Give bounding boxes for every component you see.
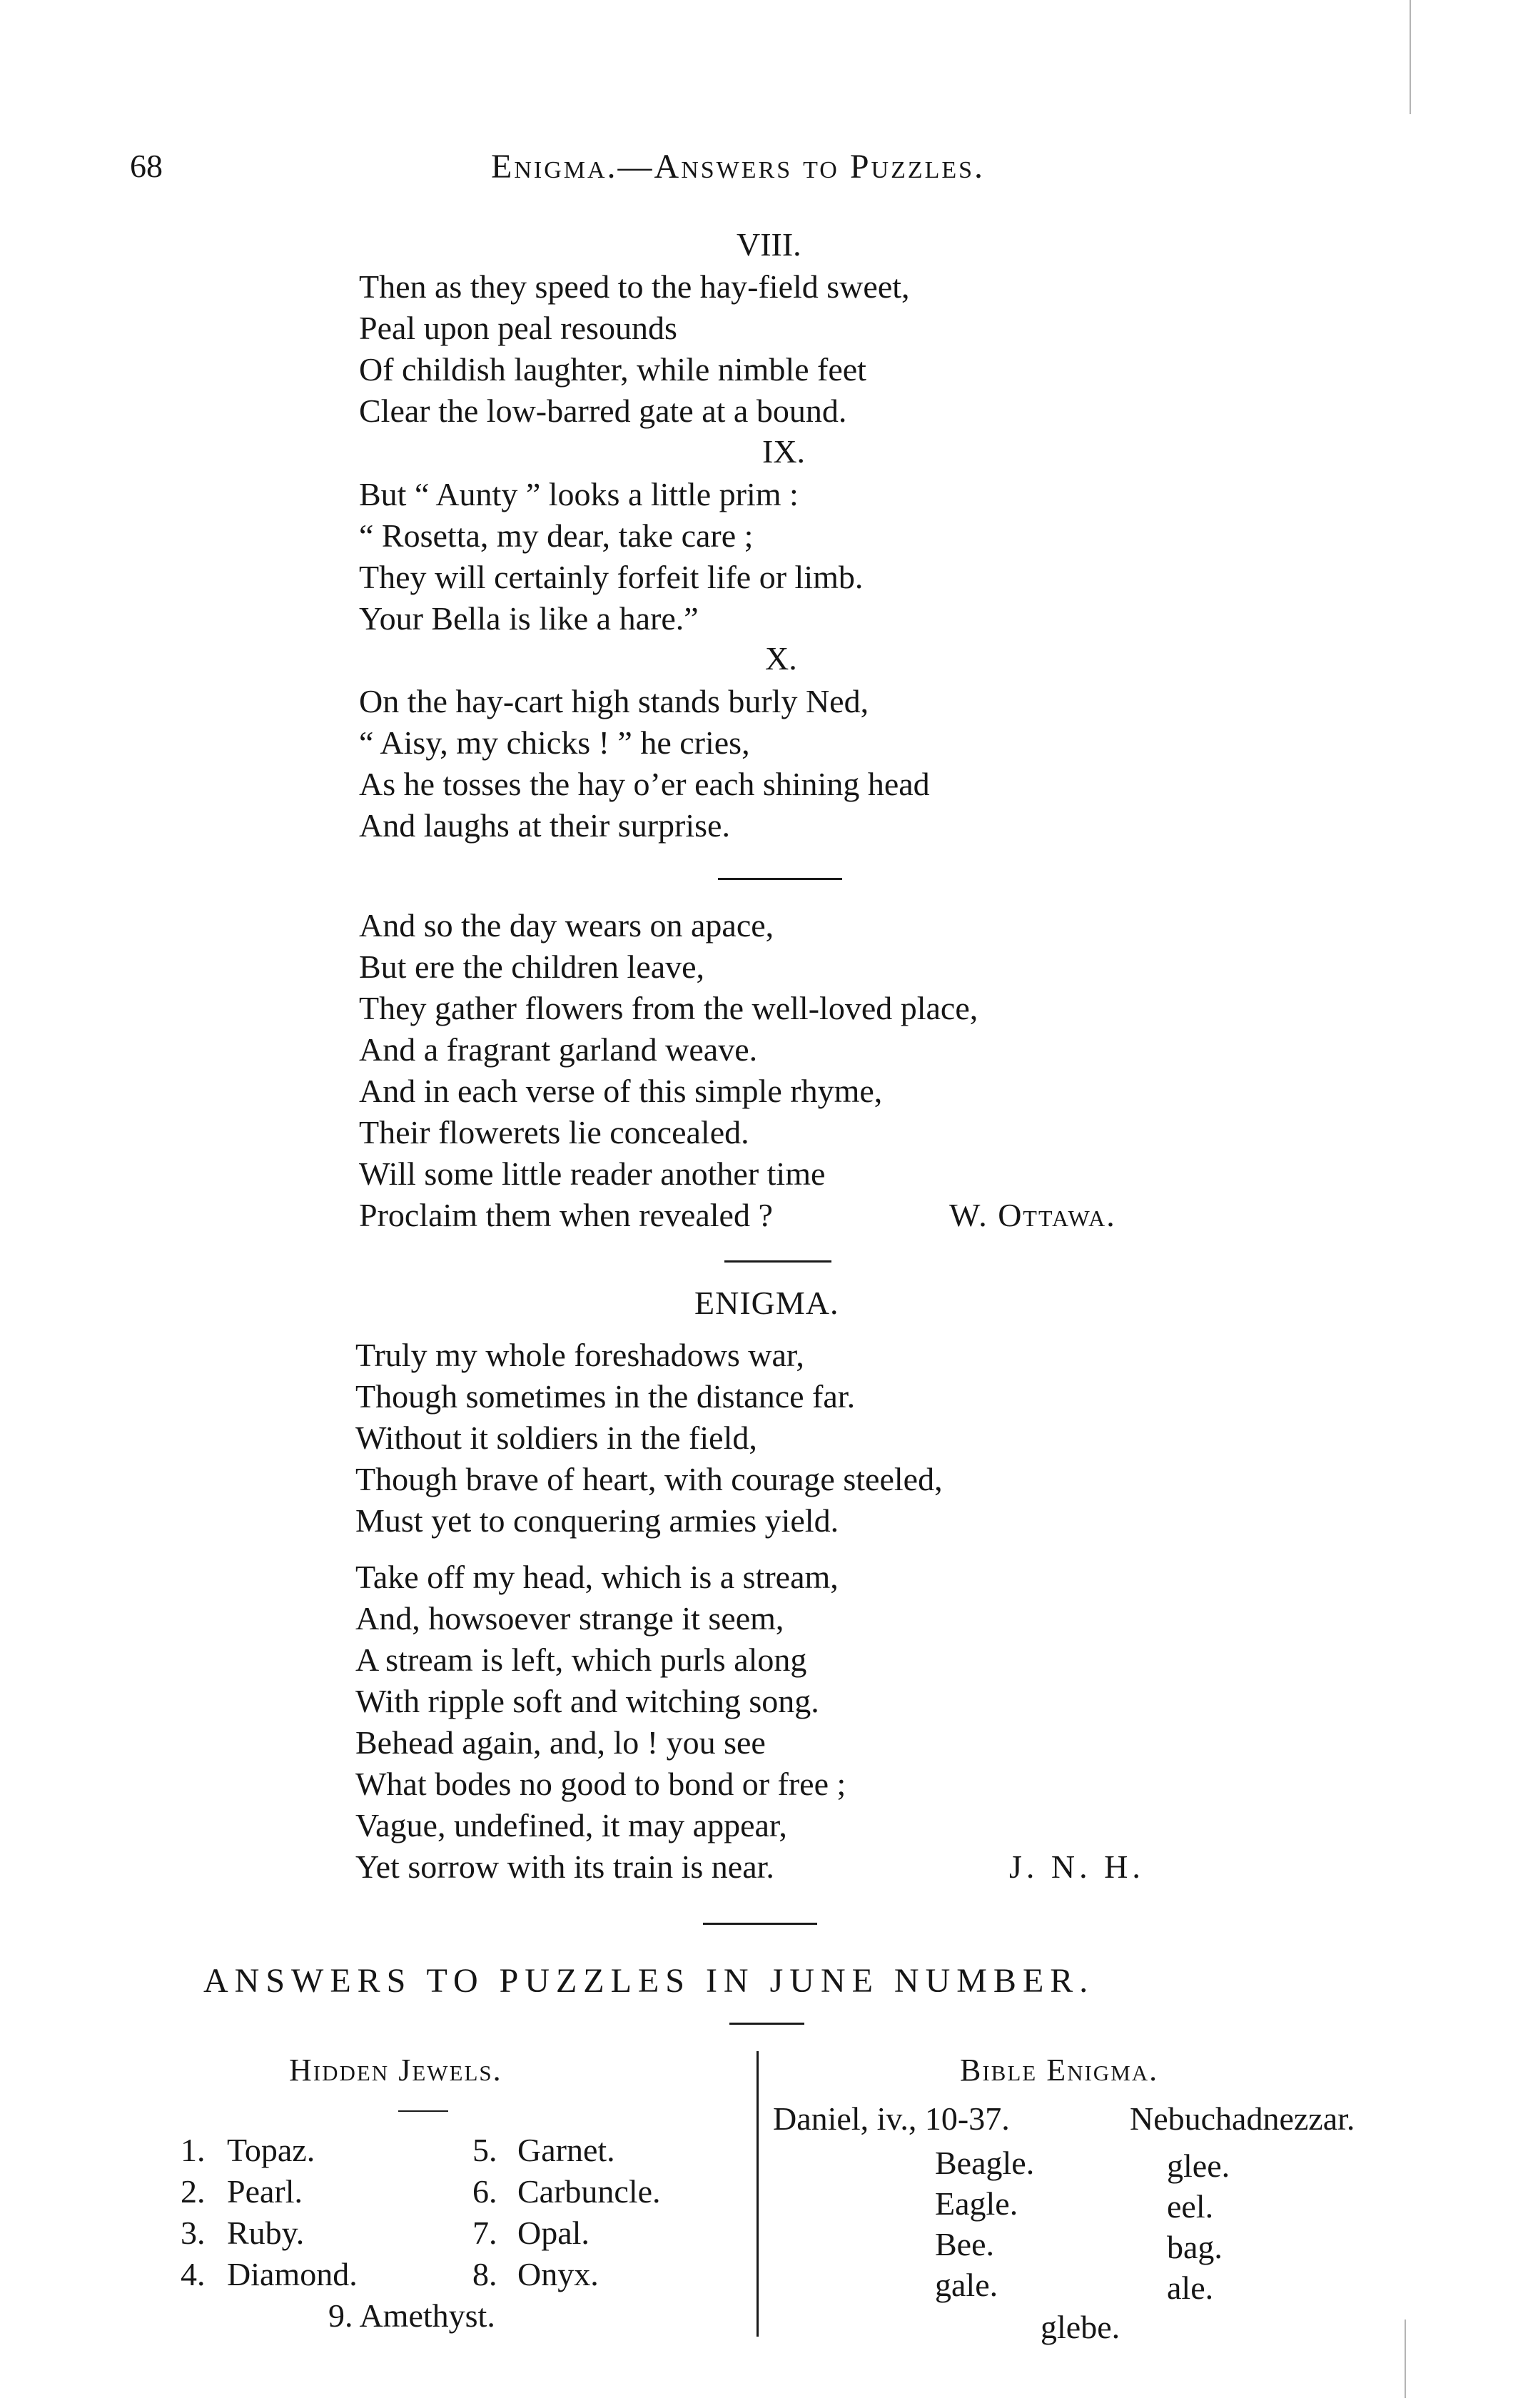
stanza-numeral: X. [765, 640, 797, 677]
section-rule [729, 2023, 804, 2025]
poem-line: Then as they speed to the hay-field sweet, [359, 268, 910, 305]
hidden-jewels-heading: Hidden Jewels. [289, 2053, 502, 2088]
jewel-name: Opal. [517, 2215, 590, 2251]
running-title: Enigma.—Answers to Puzzles. [491, 148, 986, 186]
heading-underline [398, 2110, 448, 2112]
jewel-number: 5. [472, 2132, 497, 2168]
poem-line: And in each verse of this simple rhyme, [359, 1073, 883, 1109]
enigma-line: Truly my whole foreshadows war, [355, 1337, 804, 1373]
poem-line: “ Aisy, my chicks ! ” he cries, [359, 724, 750, 761]
jewel-name: Pearl. [227, 2173, 303, 2210]
enigma-line: Though brave of heart, with courage steeled, [355, 1461, 943, 1497]
bible-last: glebe. [1041, 2309, 1120, 2345]
poem-line: And so the day wears on apace, [359, 907, 774, 944]
poem-line: Proclaim them when revealed ? [359, 1197, 773, 1233]
jewel-name: Onyx. [517, 2256, 599, 2292]
poem-line: Clear the low-barred gate at a bound. [359, 393, 847, 429]
poem-line: They will certainly forfeit life or limb. [359, 559, 864, 595]
poem-line: Of childish laughter, while nimble feet [359, 351, 866, 388]
bible-word: Bee. [935, 2226, 995, 2262]
poem-line: Their flowerets lie concealed. [359, 1114, 749, 1150]
bible-word: bag. [1167, 2229, 1223, 2265]
poem-line: Peal upon peal resounds [359, 310, 677, 346]
enigma-line: Without it soldiers in the field, [355, 1420, 757, 1456]
jewel-number: 6. [472, 2173, 497, 2210]
section-rule [703, 1923, 817, 1925]
bible-word: eel. [1167, 2188, 1214, 2225]
poem-line: And laughs at their surprise. [359, 807, 730, 844]
column-divider [757, 2051, 759, 2337]
jewel-number: 4. [181, 2256, 206, 2292]
bible-word: ale. [1167, 2270, 1214, 2306]
poem-line: But “ Aunty ” looks a little prim : [359, 476, 799, 512]
enigma-line: Must yet to conquering armies yield. [355, 1502, 839, 1539]
bible-reference: Daniel, iv., 10-37. [773, 2100, 1010, 2137]
enigma-line: Behead again, and, lo ! you see [355, 1724, 766, 1761]
page-number: 68 [130, 148, 163, 184]
enigma-line: Take off my head, which is a stream, [355, 1559, 839, 1595]
jewel-name: Garnet. [517, 2132, 615, 2168]
poem-line: As he tosses the hay o’er each shining head [359, 766, 930, 802]
enigma-line: A stream is left, which purls along [355, 1641, 807, 1678]
enigma-line: Vague, undefined, it may appear, [355, 1807, 787, 1843]
jewel-name: Ruby. [227, 2215, 305, 2251]
poem-line: And a fragrant garland weave. [359, 1031, 758, 1068]
jewel-number: 3. [181, 2215, 206, 2251]
enigma-author: J. N. H. [1009, 1848, 1145, 1885]
bible-word: Eagle. [935, 2185, 1018, 2222]
stanza-numeral: VIII. [737, 226, 801, 263]
enigma-line: Though sometimes in the distance far. [355, 1378, 856, 1415]
jewel-name: Diamond. [227, 2256, 358, 2292]
poem-line: Will some little reader another time [359, 1155, 826, 1192]
bible-whole-answer: Nebuchadnezzar. [1130, 2100, 1355, 2137]
scan-edge-mark [1405, 2320, 1406, 2398]
answers-title: ANSWERS TO PUZZLES IN JUNE NUMBER. [203, 1962, 1095, 2000]
jewel-name: Carbuncle. [517, 2173, 661, 2210]
section-rule [718, 878, 842, 880]
enigma-line: With ripple soft and witching song. [355, 1683, 819, 1719]
jewel-number: 8. [472, 2256, 497, 2292]
bible-word: glee. [1167, 2148, 1230, 2184]
scan-edge-mark [1410, 0, 1411, 114]
stanza-numeral: IX. [762, 433, 806, 470]
poem-line: They gather flowers from the well-loved place, [359, 990, 978, 1026]
poem-line: “ Rosetta, my dear, take care ; [359, 517, 754, 554]
jewel-name: Topaz. [227, 2132, 315, 2168]
bible-word: Beagle. [935, 2145, 1035, 2181]
enigma-title: ENIGMA. [694, 1285, 839, 1321]
enigma-line: And, howsoever strange it seem, [355, 1600, 784, 1636]
bible-word: gale. [935, 2267, 998, 2303]
poem-line: But ere the children leave, [359, 948, 705, 985]
poem-line: Your Bella is like a hare.” [359, 600, 699, 637]
jewel-number: 1. [181, 2132, 206, 2168]
jewel-last: 9. Amethyst. [328, 2297, 495, 2334]
poem-line: On the hay-cart high stands burly Ned, [359, 683, 869, 719]
bible-enigma-heading: Bible Enigma. [960, 2053, 1159, 2088]
jewel-number: 2. [181, 2173, 206, 2210]
jewel-number: 7. [472, 2215, 497, 2251]
poem-author: W. Ottawa. [949, 1197, 1116, 1233]
section-rule [724, 1260, 831, 1263]
enigma-line: Yet sorrow with its train is near. [355, 1848, 774, 1885]
enigma-line: What bodes no good to bond or free ; [355, 1766, 846, 1802]
